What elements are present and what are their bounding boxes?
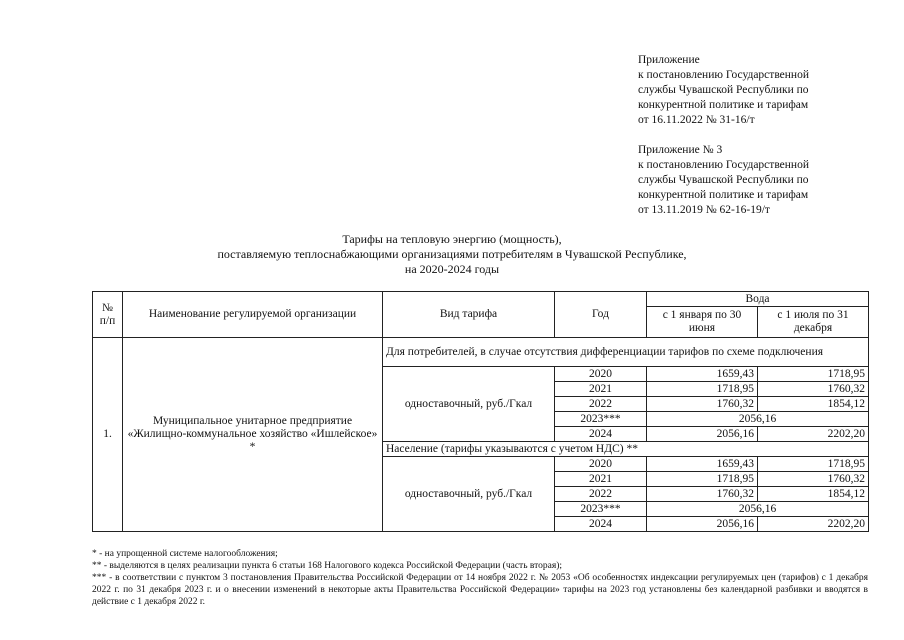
value-cell: 1760,32: [758, 472, 869, 487]
header-number: № п/п: [93, 292, 123, 338]
title-line: Тарифы на тепловую энергию (мощность),: [342, 232, 562, 246]
appendix-line: службы Чувашской Республики по: [638, 174, 809, 186]
year-cell: 2024: [555, 427, 647, 442]
value-cell: 1718,95: [758, 457, 869, 472]
header-water: Вода: [647, 292, 869, 307]
year-cell: 2023***: [555, 412, 647, 427]
year-cell: 2024: [555, 517, 647, 532]
footnote: * - на упрощенной системе налогообложения;: [92, 549, 278, 559]
value-cell: 1854,12: [758, 487, 869, 502]
group-label: Для потребителей, в случае отсутствия дифференциации тарифов по схеме подключения: [383, 338, 869, 367]
appendix-block-current: [638, 53, 868, 128]
appendix-block-original: [638, 143, 868, 218]
appendix-line: к постановлению Государственной: [638, 69, 809, 81]
group-label: Население (тарифы указываются с учетом НДС) **: [383, 442, 869, 457]
year-cell: 2023***: [555, 502, 647, 517]
tariff-table: [92, 291, 869, 532]
value-cell: 2202,20: [758, 427, 869, 442]
appendix-line: конкурентной политике и тарифам: [638, 99, 809, 111]
value-cell: 1760,32: [758, 382, 869, 397]
appendix-line: Приложение № 3: [638, 144, 723, 156]
header-year: Год: [555, 292, 647, 338]
appendix-line: службы Чувашской Республики по: [638, 84, 809, 96]
document-title: [0, 232, 904, 277]
year-cell: 2021: [555, 472, 647, 487]
year-cell: 2022: [555, 397, 647, 412]
value-cell-merged: 2056,16: [647, 412, 869, 427]
year-cell: 2022: [555, 487, 647, 502]
value-cell-merged: 2056,16: [647, 502, 869, 517]
tariff-type: одноставочный, руб./Гкал: [383, 457, 555, 532]
footnote: ** - выделяются в целях реализации пункта 6 статьи 168 Налогового кодекса Российской Федерации (часть вторая);: [92, 561, 563, 571]
header-organization: Наименование регулируемой организации: [123, 292, 383, 338]
year-cell: 2020: [555, 367, 647, 382]
header-period-1: с 1 января по 30 июня: [647, 307, 758, 338]
value-cell: 1718,95: [647, 472, 758, 487]
footnote: *** - в соответствии с пунктом 3 постановления Правительства Российской Федерации от 14 ноября 2022 г. № 2053 «Об особенностях индексации регулируемых цен (тарифов) с 1 декабря 2022 г. по 31 декабря 2023 г. и о внесении изменений в некоторые акты Правительства Российской Федерации» тарифы на 2023 год установлены без календарной разбивки и вводятся в действие с 1 декабря 2022 г.: [92, 573, 868, 607]
appendix-line: конкурентной политике и тарифам: [638, 189, 809, 201]
header-tariff-type: Вид тарифа: [383, 292, 555, 338]
organization-name: Муниципальное унитарное предприятие «Жилищно-коммунальное хозяйство «Ишлейское» *: [123, 338, 383, 532]
value-cell: 1760,32: [647, 487, 758, 502]
year-cell: 2020: [555, 457, 647, 472]
tariff-type: одноставочный, руб./Гкал: [383, 367, 555, 442]
value-cell: 2056,16: [647, 427, 758, 442]
header-period-2: с 1 июля по 31 декабря: [758, 307, 869, 338]
appendix-line: от 13.11.2019 № 62-16-19/т: [638, 204, 770, 216]
value-cell: 1718,95: [758, 367, 869, 382]
value-cell: 2056,16: [647, 517, 758, 532]
value-cell: 1854,12: [758, 397, 869, 412]
appendix-line: Приложение: [638, 54, 700, 66]
title-line: поставляемую теплоснабжающими организациями потребителям в Чувашской Республике,: [217, 247, 687, 261]
value-cell: 1760,32: [647, 397, 758, 412]
footnotes: [92, 548, 868, 608]
value-cell: 1659,43: [647, 457, 758, 472]
value-cell: 1718,95: [647, 382, 758, 397]
year-cell: 2021: [555, 382, 647, 397]
value-cell: 2202,20: [758, 517, 869, 532]
appendix-line: к постановлению Государственной: [638, 159, 809, 171]
row-number: 1.: [93, 338, 123, 532]
title-line: на 2020-2024 годы: [404, 262, 500, 276]
value-cell: 1659,43: [647, 367, 758, 382]
appendix-line: от 16.11.2022 № 31-16/т: [638, 114, 755, 126]
